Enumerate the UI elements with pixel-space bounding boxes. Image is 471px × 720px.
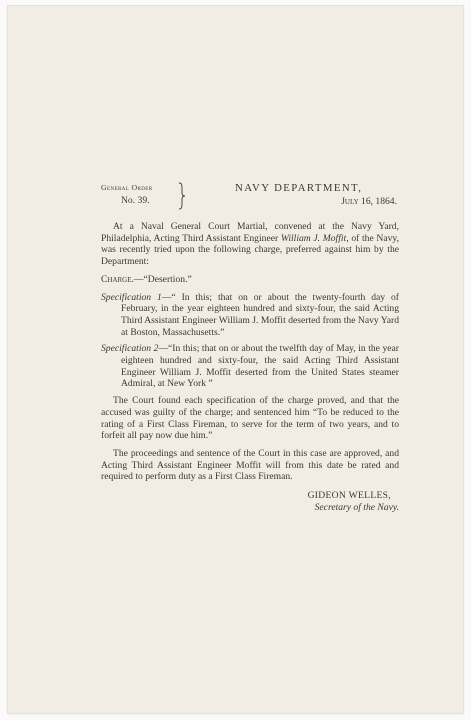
charge-label: Charge: [101, 273, 132, 285]
specification-1-text: —“ In this; that on or about the twenty-fourth day of February, in the year eighteen hundred and sixty-four, the said Acting Third Assistant Engineer William J. Moffit deserted from the Navy Yard at Boston, Massachusetts.”: [121, 291, 399, 338]
specification-2: [101, 343, 399, 390]
specification-2-text: —“In this; that on or about the twelfth day of May, in the year eighteen hundred and sixty-four, the said Acting Third Assistant Engineer William J. Moffit deserted from the United States steamer Admiral, at New York ”: [121, 343, 399, 390]
signer-title: Secretary of the Navy.: [314, 502, 399, 514]
signer-name: GIDEON WELLES,: [307, 490, 391, 502]
intro-paragraph: [101, 221, 399, 268]
proceedings-paragraph: The proceedings and sentence of the Court in this case are approved, and Acting Third Assistant Engineer Moffit will from this date be rated and required to perform duty as a First Class Fireman.: [101, 447, 399, 483]
charge-line: [101, 274, 399, 286]
document-body: [101, 182, 399, 514]
order-block: [101, 182, 181, 207]
intro-text-2: , of the Navy, was recently tried upon the following charge, preferred against him by the Department:: [101, 232, 399, 268]
brace-icon: [178, 182, 186, 210]
specification-1-label: Specification 1: [101, 291, 162, 303]
department-title: NAVY DEPARTMENT,: [235, 182, 363, 194]
order-header: [101, 182, 399, 212]
finding-paragraph: The Court found each specification of the charge proved, and that the accused was guilty of the charge; and sentenced him “To be reduced to the rating of a First Class Fireman, to serve for the term of two years, and to forfeit all pay now due him.”: [101, 395, 399, 442]
paper-sheet: [8, 6, 463, 713]
order-number: No. 39.: [121, 195, 150, 206]
order-date: July 16, 1864.: [341, 196, 397, 207]
charge-text: .—“Desertion.”: [131, 273, 192, 285]
specification-2-label: Specification 2: [101, 343, 159, 355]
specification-1: [101, 292, 399, 339]
order-label: General Order: [101, 183, 153, 192]
intro-text-1: At a Naval General Court Martial, convened at the Navy Yard, Philadelphia, Acting Third Assistant Engineer: [101, 221, 399, 244]
accused-name: William J. Moffit: [280, 232, 347, 244]
